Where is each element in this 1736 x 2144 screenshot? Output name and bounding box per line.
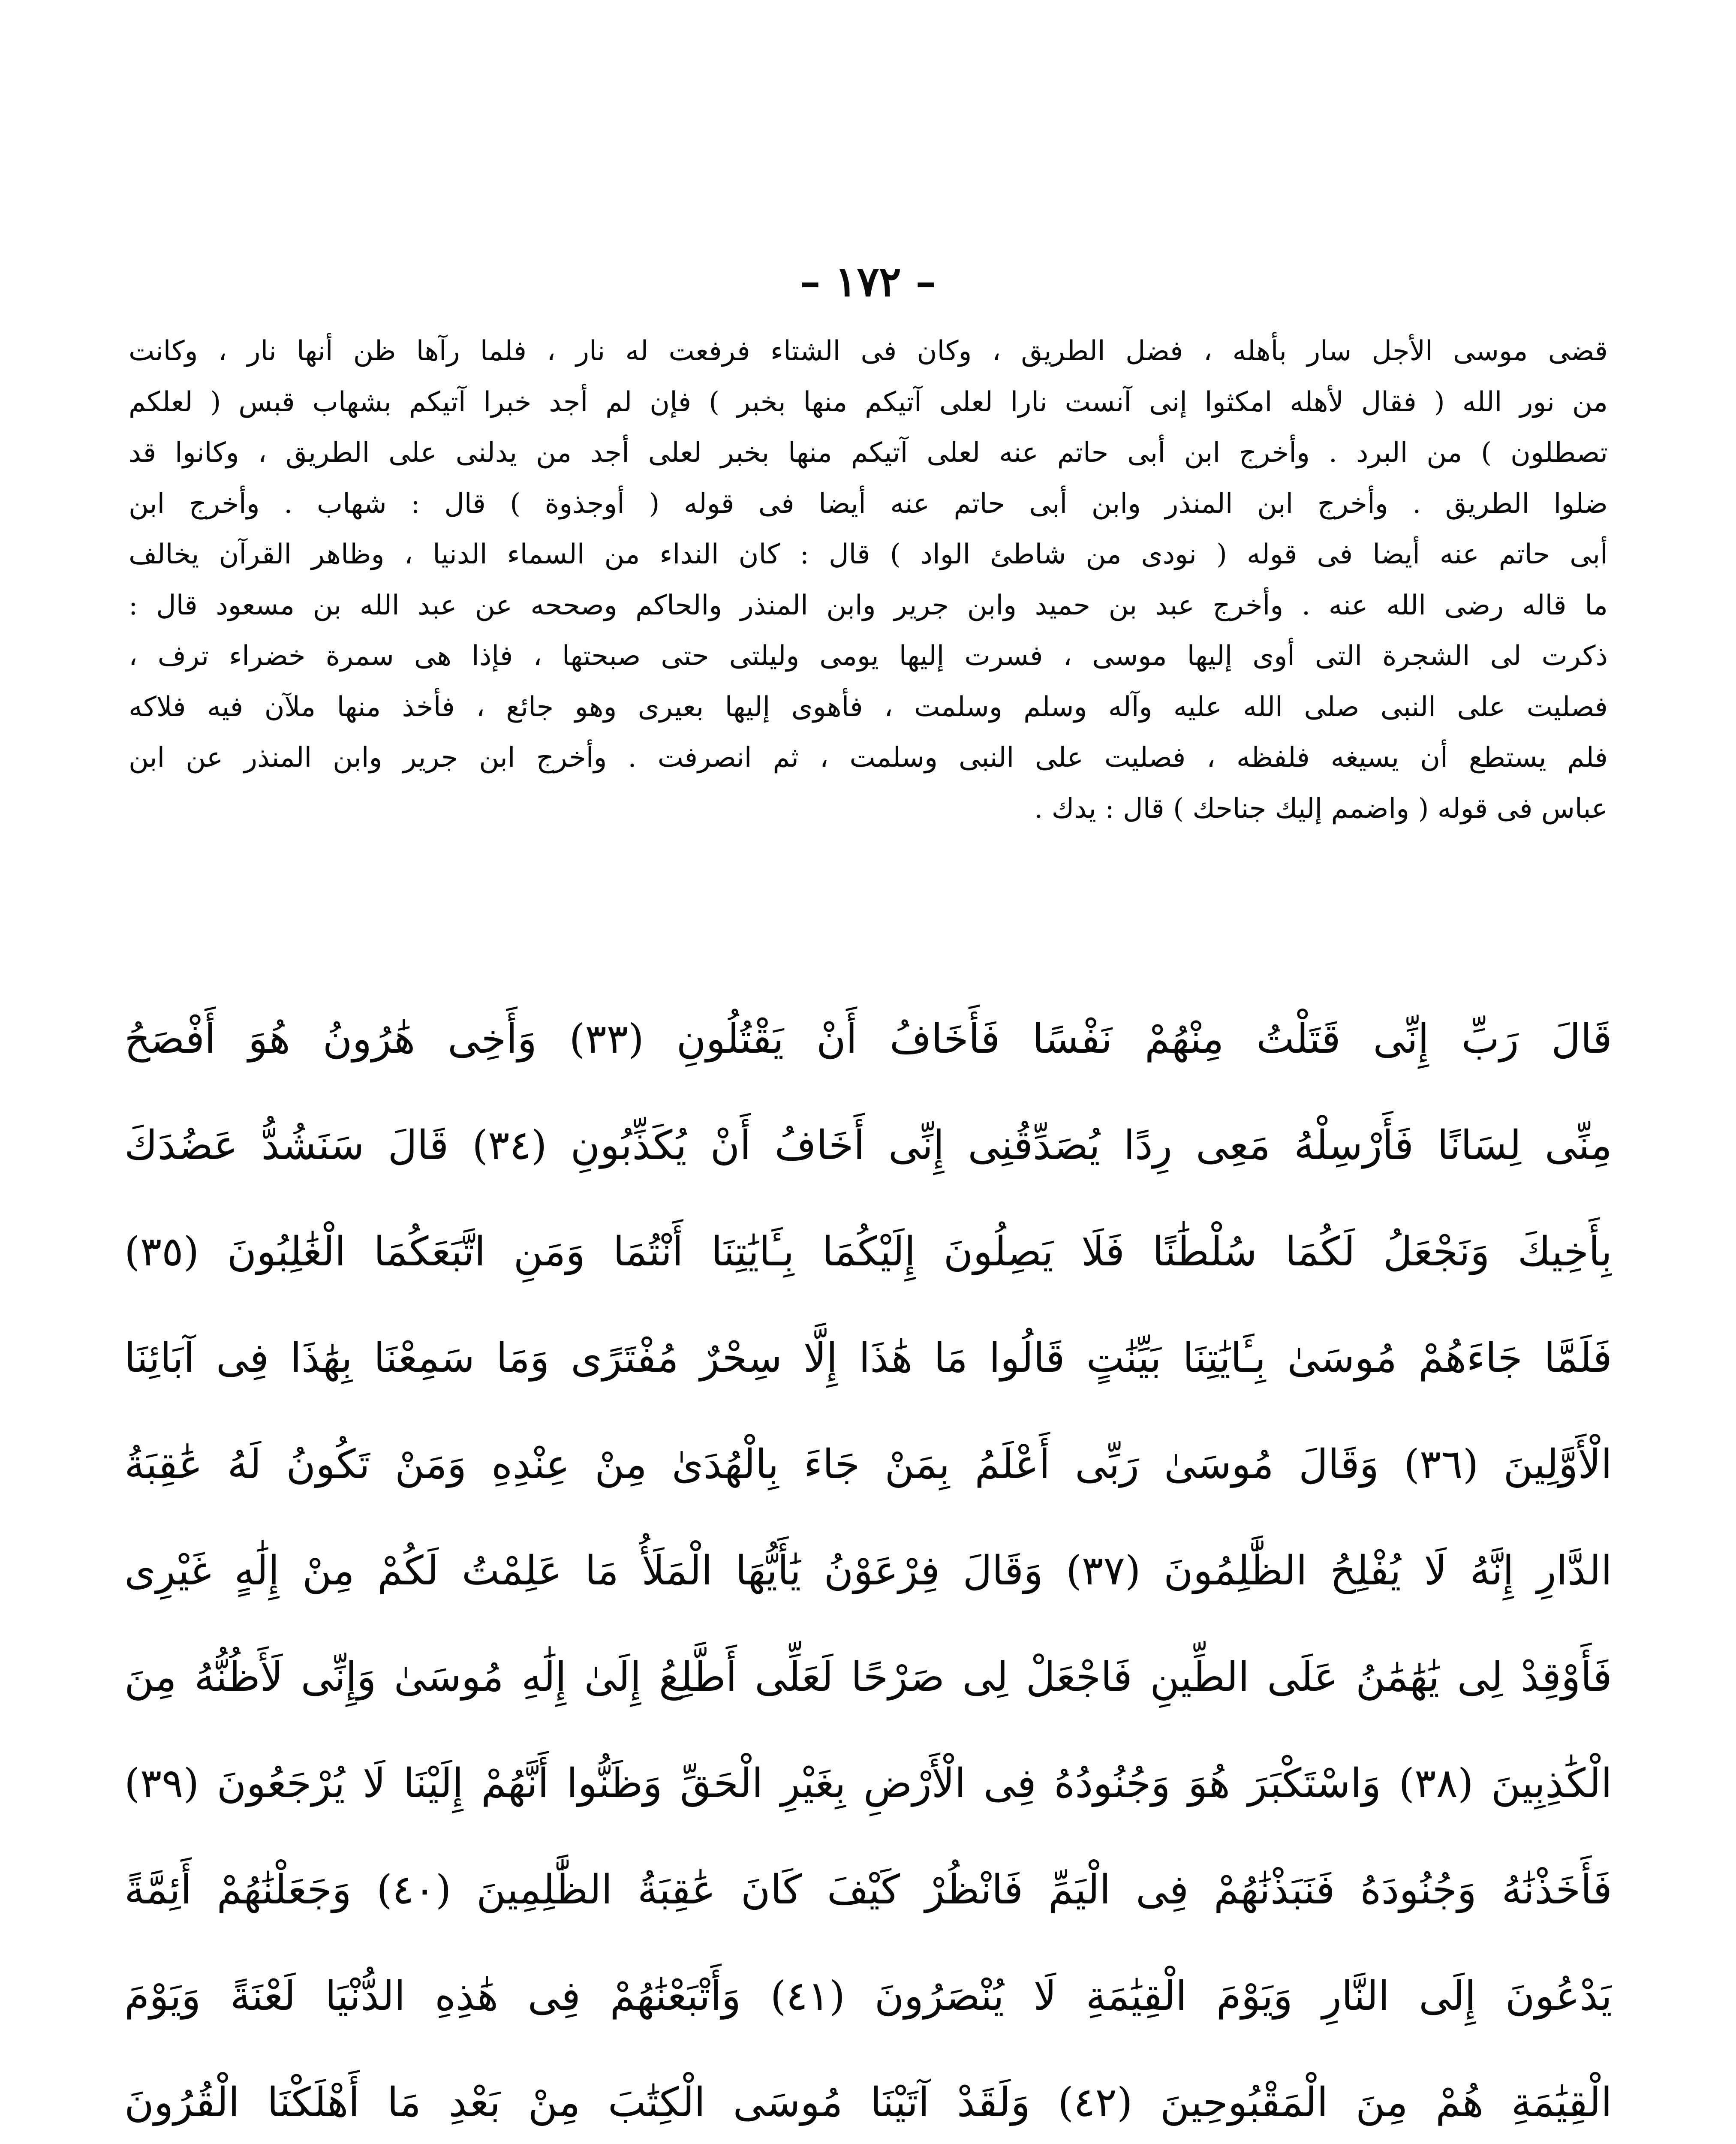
commentary-line: من نور الله ( فقال لأهله امكثوا إنى آنست نارا لعلى آتيكم منها بخبر ) فإن لم أجد خبرا آتيكم بشهاب قبس ( لعلكم bbox=[129, 386, 1608, 418]
quran-line: الْكَٰذِبِينَ (٣٨) وَاسْتَكْبَرَ هُوَ وَجُنُودُهُ فِى الْأَرْضِ بِغَيْرِ الْحَقِّ وَظَنُّوا أَنَّهُمْ إِلَيْنَا لَا يُرْجَعُونَ (٣٩) bbox=[124, 1760, 1612, 1807]
commentary-line: ضلوا الطريق . وأخرج ابن المنذر وابن أبى حاتم عنه أيضا فى قوله ( أوجذوة ) قال : شهاب . وأخرج ابن bbox=[129, 488, 1608, 520]
commentary-line: ما قاله رضى الله عنه . وأخرج عبد بن حميد وابن جرير وابن المنذر والحاكم وصححه عن عبد الله بن مسعود قال : bbox=[129, 589, 1608, 621]
quran-line: فَلَمَّا جَاءَهُمْ مُوسَىٰ بِـَٔايَٰتِنَا بَيِّنَٰتٍ قَالُوا مَا هَٰذَا إِلَّا سِحْرٌ مُفْتَرًى وَمَا سَمِعْنَا بِهَٰذَا فِى آبَائِنَا bbox=[124, 1335, 1612, 1382]
quran-line: مِنِّى لِسَانًا فَأَرْسِلْهُ مَعِى رِدًا يُصَدِّقُنِى إِنِّى أَخَافُ أَنْ يُكَذِّبُونِ (٣٤) قَالَ سَنَشُدُّ عَضُدَكَ bbox=[124, 1122, 1612, 1169]
quran-line: الدَّارِ إِنَّهُ لَا يُفْلِحُ الظَّٰلِمُونَ (٣٧) وَقَالَ فِرْعَوْنُ يَٰأَيُّهَا الْمَلَأُ مَا عَلِمْتُ لَكُمْ مِنْ إِلَٰهٍ غَيْرِى bbox=[124, 1548, 1612, 1594]
quran-line: قَالَ رَبِّ إِنِّى قَتَلْتُ مِنْهُمْ نَفْسًا فَأَخَافُ أَنْ يَقْتُلُونِ (٣٣) وَأَخِى هَٰرُونُ هُوَ أَفْصَحُ bbox=[124, 1016, 1612, 1063]
commentary-line: ذكرت لى الشجرة التى أوى إليها موسى ، فسرت إليها يومى وليلتى حتى صبحتها ، فإذا هى سمرة خضراء ترف ، bbox=[129, 640, 1608, 672]
commentary-top-block bbox=[129, 326, 1608, 834]
commentary-line: فصليت على النبى صلى الله عليه وآله وسلم وسلمت ، فأهوى إليها بعيرى وهو جائع ، فأخذ منها ملآن فيه فلاكه bbox=[129, 691, 1608, 723]
commentary-line: فلم يستطع أن يسيغه فلفظه ، فصليت على النبى وسلمت ، ثم انصرفت . وأخرج ابن جرير وابن المنذر عن ابن bbox=[129, 742, 1608, 774]
quran-line: فَأَخَذْنَٰهُ وَجُنُودَهُ فَنَبَذْنَٰهُمْ فِى الْيَمِّ فَانْظُرْ كَيْفَ كَانَ عَٰقِبَةُ الظَّٰلِمِينَ (٤٠) وَجَعَلْنَٰهُمْ أَئِمَّةً bbox=[124, 1867, 1612, 1913]
page-number: – ١٧٢ – bbox=[800, 257, 936, 306]
quran-line: الْقِيَٰمَةِ هُمْ مِنَ الْمَقْبُوحِينَ (٤٢) وَلَقَدْ آتَيْنَا مُوسَى الْكِتَٰبَ مِنْ بَعْدِ مَا أَهْلَكْنَا الْقُرُونَ bbox=[124, 2079, 1612, 2126]
commentary-line: عباس فى قوله ( واضمم إليك جناحك ) قال : يدك . bbox=[1034, 792, 1608, 825]
quran-line: فَأَوْقِدْ لِى يَٰهَٰمَٰنُ عَلَى الطِّينِ فَاجْعَلْ لِى صَرْحًا لَعَلِّى أَطَّلِعُ إِلَىٰ إِلَٰهِ مُوسَىٰ وَإِنِّى لَأَظُنُّهُ مِنَ bbox=[124, 1654, 1612, 1701]
commentary-line: أبى حاتم عنه أيضا فى قوله ( نودى من شاطئ الواد ) قال : كان النداء من السماء الدنيا ، وظاهر القرآن يخالف bbox=[129, 539, 1608, 570]
quran-verses-block bbox=[124, 986, 1612, 2144]
quran-line: بِأَخِيكَ وَنَجْعَلُ لَكُمَا سُلْطَٰنًا فَلَا يَصِلُونَ إِلَيْكُمَا بِـَٔايَٰتِنَا أَنْتُمَا وَمَنِ اتَّبَعَكُمَا الْغَٰلِبُونَ (٣٥) bbox=[124, 1229, 1612, 1275]
commentary-line: تصطلون ) من البرد . وأخرج ابن أبى حاتم عنه لعلى آتيكم منها بخبر لعلى أجد من يدلنى على الطريق ، وكانوا قد bbox=[129, 437, 1608, 469]
commentary-line: قضى موسى الأجل سار بأهله ، فضل الطريق ، وكان فى الشتاء فرفعت له نار ، فلما رآها ظن أنها نار ، وكانت bbox=[129, 335, 1608, 367]
quran-line: الْأَوَّلِينَ (٣٦) وَقَالَ مُوسَىٰ رَبِّى أَعْلَمُ بِمَنْ جَاءَ بِالْهُدَىٰ مِنْ عِنْدِهِ وَمَنْ تَكُونُ لَهُ عَٰقِبَةُ bbox=[124, 1441, 1612, 1488]
quran-line: يَدْعُونَ إِلَى النَّارِ وَيَوْمَ الْقِيَٰمَةِ لَا يُنْصَرُونَ (٤١) وَأَتْبَعْنَٰهُمْ فِى هَٰذِهِ الدُّنْيَا لَعْنَةً وَيَوْمَ bbox=[124, 1973, 1612, 2020]
